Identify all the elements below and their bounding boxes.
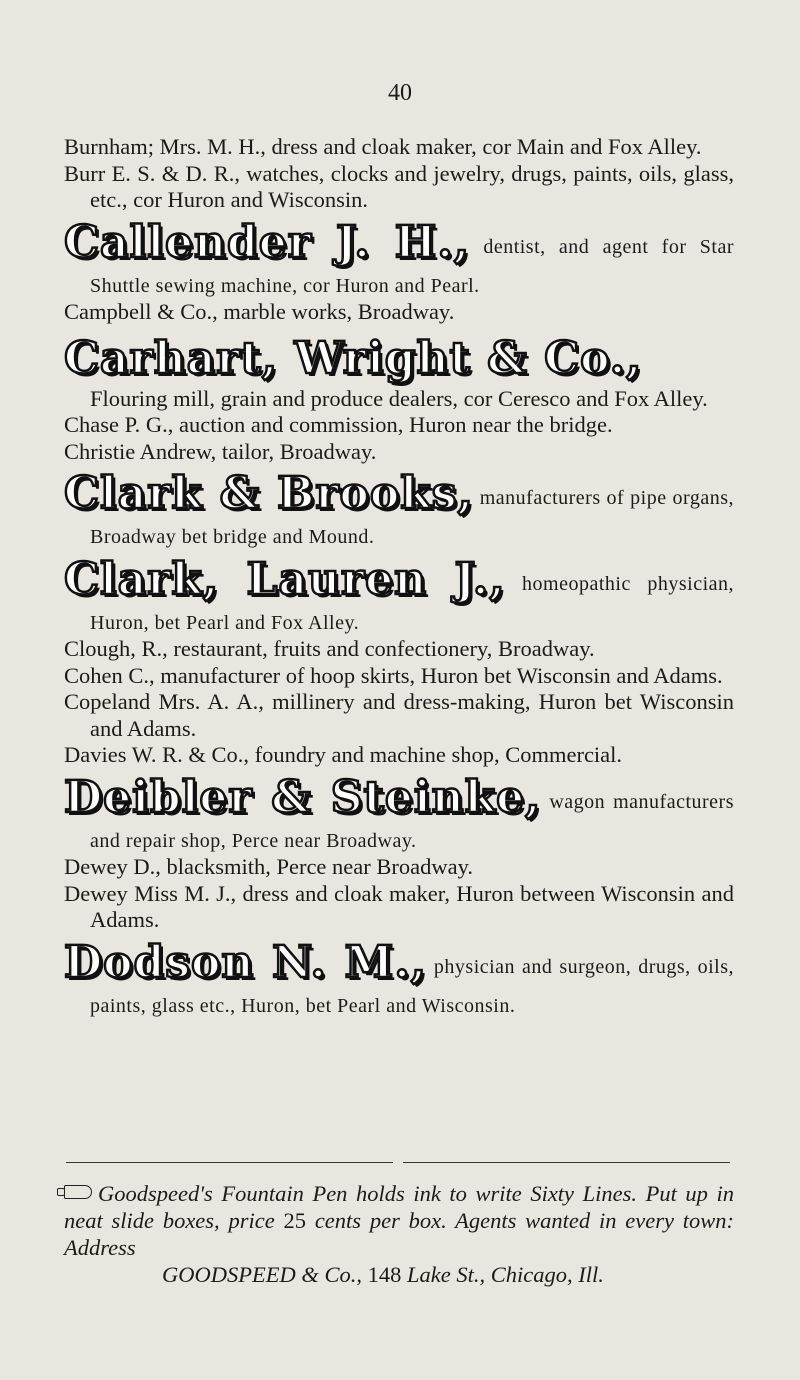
listing-entry: Davies W. R. & Co., foundry and machine shop, Commercial. <box>64 742 623 767</box>
ad-address: Lake St., Chicago, Ill. <box>406 1262 604 1287</box>
listing-entry: Dewey Miss M. J., dress and cloak maker, Huron between Wisconsin and Adams. <box>64 880 734 932</box>
double-rule-divider <box>66 1162 730 1166</box>
entry-detail: physician and surgeon, drugs, oils, paints, glass etc., Huron, bet Pearl and Wisconsin. <box>90 955 734 1017</box>
entry-detail: wagon manufacturers and repair shop, Perce near Broadway. <box>90 790 734 852</box>
listing-entry-display <box>64 465 734 551</box>
entry-detail: homeopathic physician, Huron, bet Pearl and Fox Alley. <box>90 572 734 634</box>
listing-entry: Cohen C., manufacturer of hoop skirts, Huron bet Wisconsin and Adams. <box>64 662 723 688</box>
listing-entry: Campbell & Co., marble works, Broadway. <box>64 299 455 324</box>
display-name: Clark & Brooks, <box>64 468 474 519</box>
display-name: Callender J. H., <box>64 216 471 268</box>
entry-detail: manufacturers of pipe organs, Broadway bet bridge and Mound. <box>90 487 734 548</box>
rule-right <box>403 1162 730 1163</box>
listing-entry: Christie Andrew, tailor, Broadway. <box>64 438 377 464</box>
ad-text-continued: cents per box. Agents wanted in every town: Address <box>64 1208 734 1260</box>
ad-street-number: 148 <box>367 1262 402 1287</box>
ad-price: 25 <box>283 1208 307 1233</box>
ad-text: Goodspeed's Fountain Pen holds ink to write Sixty Lines. Put up in neat slide boxes, price <box>64 1181 734 1233</box>
listing-entry: Clough, R., restaurant, fruits and confectionery, Broadway. <box>64 636 595 661</box>
ad-company: GOODSPEED & Co., <box>162 1262 362 1287</box>
listing-entry-display <box>64 551 734 637</box>
listing-entry: Chase P. G., auction and commission, Huron near the bridge. <box>64 412 613 437</box>
page-number: 40 <box>388 80 412 106</box>
listing-entry-display <box>64 934 734 1020</box>
listing-entry: Burr E. S. & D. R., watches, clocks and jewelry, drugs, paints, oils, glass, etc., cor Huron and Wisconsin. <box>64 160 734 212</box>
ad-address-line <box>64 1261 734 1288</box>
display-name: Clark, Lauren J., <box>64 553 506 605</box>
entry-detail: dentist, and agent for Star Shuttle sewing machine, cor Huron and Pearl. <box>90 235 735 297</box>
listing-entry: Dewey D., blacksmith, Perce near Broadway. <box>64 854 474 879</box>
listing-entry-display <box>64 214 734 300</box>
listing-entry: Burnham; Mrs. M. H., dress and cloak maker, cor Main and Fox Alley. <box>64 134 702 159</box>
directory-listing <box>64 134 734 1019</box>
display-name: Deibler & Steinke, <box>64 771 542 823</box>
listing-entry-display <box>64 330 734 413</box>
listing-entry: Copeland Mrs. A. A., millinery and dress-making, Huron bet Wisconsin and Adams. <box>64 689 734 741</box>
advertisement <box>64 1180 734 1288</box>
entry-detail: Flouring mill, grain and produce dealers, cor Ceresco and Fox Alley. <box>90 385 708 411</box>
pointing-hand-icon <box>64 1185 92 1199</box>
rule-left <box>66 1162 393 1163</box>
display-name: Dodson N. M., <box>64 936 427 988</box>
display-name: Carhart, Wright & Co., <box>64 332 643 384</box>
listing-entry-display <box>64 769 734 855</box>
